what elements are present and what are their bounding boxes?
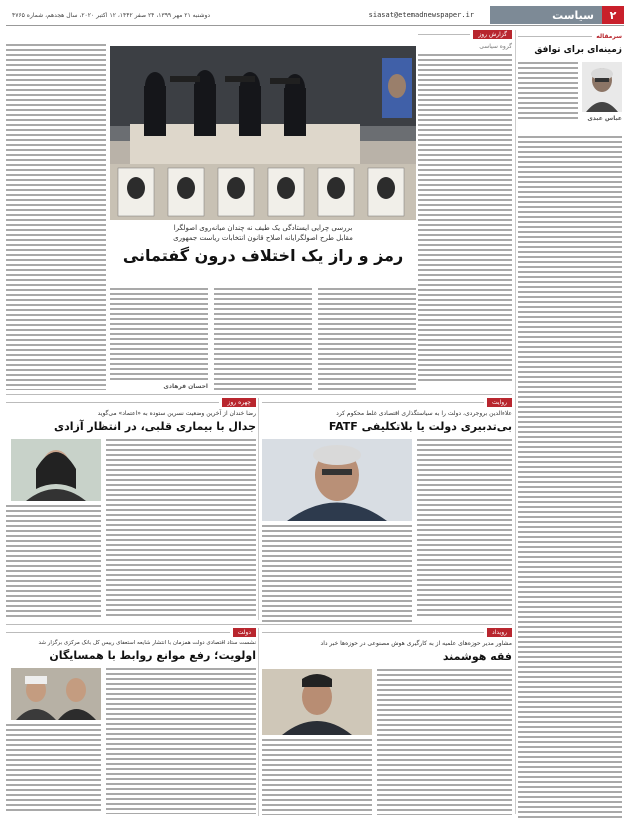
bottom-right-photo [262, 669, 372, 735]
column-intro-text [518, 62, 578, 122]
main-headline: رمز و راز یک اختلاف درون گفتمانی [122, 246, 404, 265]
fatf-headline: بی‌تدبیری دولت یا بلاتکلیفی FATF [328, 420, 512, 433]
author-photo [582, 62, 622, 122]
main-kicker-1: بررسی چرایی ایستادگی یک طیف نه چندان میانه‌روی اصولگرا [173, 224, 353, 232]
sotoudeh-photo [11, 439, 101, 501]
divider-1 [6, 394, 512, 395]
column-label: سرمقاله [596, 32, 622, 40]
main-body-col-3 [110, 288, 208, 390]
news-report-column [418, 30, 512, 390]
main-body-col-2 [214, 288, 312, 390]
main-kicker-2: مقابل طرح اصولگرایانه اصلاح قانون انتخابات ریاست جمهوری [173, 234, 353, 242]
main-headline-block [110, 224, 416, 284]
fatf-text-2 [262, 525, 412, 623]
column-author: عباس عبدی [587, 114, 622, 122]
editorial-column [518, 30, 622, 814]
bottom-left-kicker: نشست ستاد اقتصادی دولت همزمان با انتشار شایعه استعفای رییس کل بانک مرکزی برگزار شد [38, 640, 256, 646]
column-title: زمینه‌ای برای توافق [534, 45, 622, 55]
sotoudeh-kicker: رضا خندان از آخرین وضعیت نسرین ستوده به «اعتماد» می‌گوید [97, 410, 256, 417]
column-body-text [518, 136, 622, 820]
section-label: سیاست [490, 6, 602, 24]
fatf-story [262, 398, 512, 620]
page-number: ۲ [602, 6, 624, 24]
bottom-right-story [262, 628, 512, 816]
main-body-col-1 [318, 288, 416, 390]
divider-v-1 [258, 398, 259, 620]
sotoudeh-rule [6, 402, 219, 403]
news-report-label: گزارش روز [473, 30, 512, 39]
news-report-kicker: گروه سیاسی [479, 43, 512, 50]
main-left-text [6, 44, 106, 390]
fatf-photo [262, 439, 412, 521]
main-photo [110, 46, 416, 220]
bottom-left-text-2 [6, 724, 101, 814]
bottom-left-headline: اولویت؛ رفع موانع روابط با همسایگان [49, 649, 256, 662]
header-rule [6, 25, 624, 26]
news-report-text [418, 54, 512, 384]
main-byline: احسان فرهادی [163, 383, 208, 390]
bottom-left-rule [6, 632, 230, 633]
bottom-right-label: رویداد [487, 628, 512, 637]
bottom-left-photo [11, 668, 101, 720]
dateline: دوشنبه ۲۱ مهر ۱۳۹۹، ۲۴ صفر ۱۴۴۲، ۱۲ اکتبر ۲۰۲۰، سال هجدهم، شماره ۴۷۶۵ [12, 11, 211, 19]
bottom-right-text-1 [377, 669, 512, 815]
sotoudeh-text-2 [6, 505, 101, 619]
bottom-right-rule [262, 632, 484, 633]
section-email: siasat@etemadnewspaper.ir [368, 11, 474, 19]
divider-v-2 [258, 628, 259, 816]
bottom-left-label: دولت [233, 628, 256, 637]
divider-2 [6, 624, 512, 625]
bottom-left-text-1 [106, 668, 256, 814]
sotoudeh-headline: جدال با بیماری قلبی، در انتظار آزادی [53, 420, 256, 433]
column-rule [518, 36, 592, 37]
sotoudeh-text-1 [106, 439, 256, 619]
bottom-right-text-2 [262, 739, 372, 815]
main-body [110, 288, 416, 390]
fatf-kicker: علاءالدین بروجردی، دولت را به سیاستگذاری اقتصادی غلط محکوم کرد [336, 410, 512, 417]
fatf-rule [262, 402, 484, 403]
bottom-right-kicker: مشاور مدیر حوزه‌های علمیه از به کارگیری هوش مصنوعی در حوزه‌ها خبر داد [320, 640, 512, 647]
fatf-text [417, 439, 512, 619]
bottom-right-headline: فقه هوشمند [442, 650, 512, 663]
news-report-rule [418, 34, 470, 35]
page-header [6, 6, 624, 24]
fatf-label: روایت [487, 398, 512, 407]
bottom-left-story [6, 628, 256, 816]
column-divider [515, 30, 516, 814]
sotoudeh-label: چهره روز [222, 398, 256, 407]
sotoudeh-story [6, 398, 256, 620]
